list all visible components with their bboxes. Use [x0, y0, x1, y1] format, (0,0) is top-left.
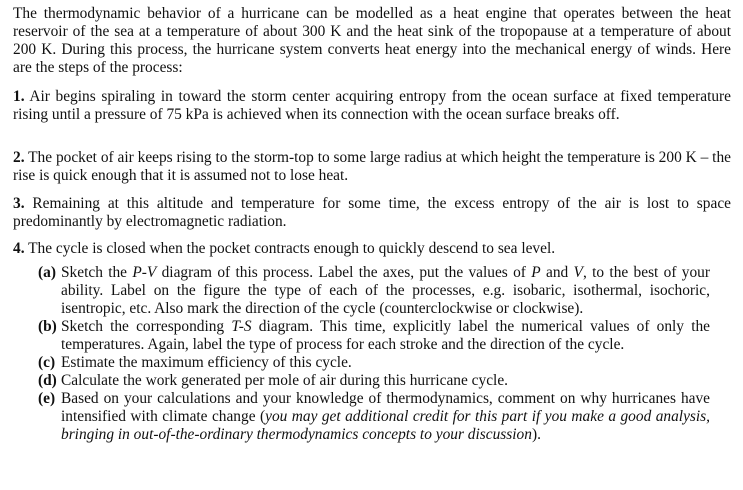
part-a-text-4: , to the best of your ability. Label on the figure the type of each of the processes, e.g. isobaric, isothermal, isochoric, isentropic, etc. Also mark the direction of the cycle (counterclockwise or clockwise).: [61, 264, 711, 317]
part-e: [38, 390, 710, 444]
part-c-text: Estimate the maximum efficiency of this cycle.: [61, 354, 352, 371]
part-b-label: (b): [38, 318, 57, 335]
step-2: [13, 149, 731, 185]
step-1: [13, 88, 731, 124]
part-e-italic: you may get additional credit for this part if you make a good analysis, bringing in out-of-the-ordinary thermodynamics concepts to your discussion: [61, 408, 710, 443]
step-3: [13, 195, 731, 231]
part-c-label: (c): [38, 354, 56, 371]
part-b-text-1: Sketch the corresponding: [61, 318, 232, 335]
step-4-number: 4.: [13, 240, 25, 257]
step-1-number: 1.: [13, 88, 25, 105]
step-3-text: Remaining at this altitude and temperature for some time, the excess entropy of the air is lost to space predominantly by electromagnetic radiation.: [13, 195, 731, 230]
part-e-label: (e): [38, 390, 56, 407]
part-d-text: Calculate the work generated per mole of air during this hurricane cycle.: [61, 372, 508, 389]
part-a: [38, 264, 710, 318]
step-4-text: The cycle is closed when the pocket contracts enough to quickly descend to sea level.: [28, 240, 556, 257]
step-2-number: 2.: [13, 149, 25, 166]
part-d-label: (d): [38, 372, 57, 389]
question-parts: [38, 264, 710, 444]
part-a-label: (a): [38, 264, 56, 281]
part-a-text-2: diagram of this process. Label the axes, put the values of: [156, 264, 532, 281]
step-3-number: 3.: [13, 195, 25, 212]
intro-paragraph: The thermodynamic behavior of a hurricane can be modelled as a heat engine that operates between the heat reservoir of the sea at a temperature of about 300 K and the heat sink of the tropopause at a temperature of about 200 K. During this process, the hurricane system converts heat energy into the mechanical energy of winds. Here are the steps of the process:: [13, 5, 731, 76]
part-a-p: P: [531, 264, 541, 281]
part-e-text-2: ).: [531, 426, 541, 443]
part-a-v: V: [573, 264, 583, 281]
part-c: [38, 354, 710, 372]
part-b-ts: T-S: [231, 318, 252, 335]
part-a-text-1: Sketch the: [61, 264, 133, 281]
step-1-text: Air begins spiraling in toward the storm center acquiring entropy from the ocean surface at fixed temperature rising until a pressure of 75 kPa is achieved when its connection with the ocean surface breaks off.: [13, 88, 731, 123]
part-b-text-2: diagram. This time, explicitly label the numerical values of only the temperatures. Again, label the type of process for each stroke and the direction of the cycle.: [61, 318, 711, 353]
part-a-text-3: and: [540, 264, 574, 281]
step-4: [13, 240, 731, 258]
part-b: [38, 318, 710, 354]
step-2-text: The pocket of air keeps rising to the storm-top to some large radius at which height the temperature is 200 K – the rise is quick enough that it is assumed not to lose heat.: [13, 149, 731, 184]
part-a-pv: P-V: [132, 264, 157, 281]
part-d: [38, 372, 710, 390]
part-e-text-1: Based on your calculations and your knowledge of thermodynamics, comment on why hurricanes have intensified with climate change (: [61, 390, 710, 425]
